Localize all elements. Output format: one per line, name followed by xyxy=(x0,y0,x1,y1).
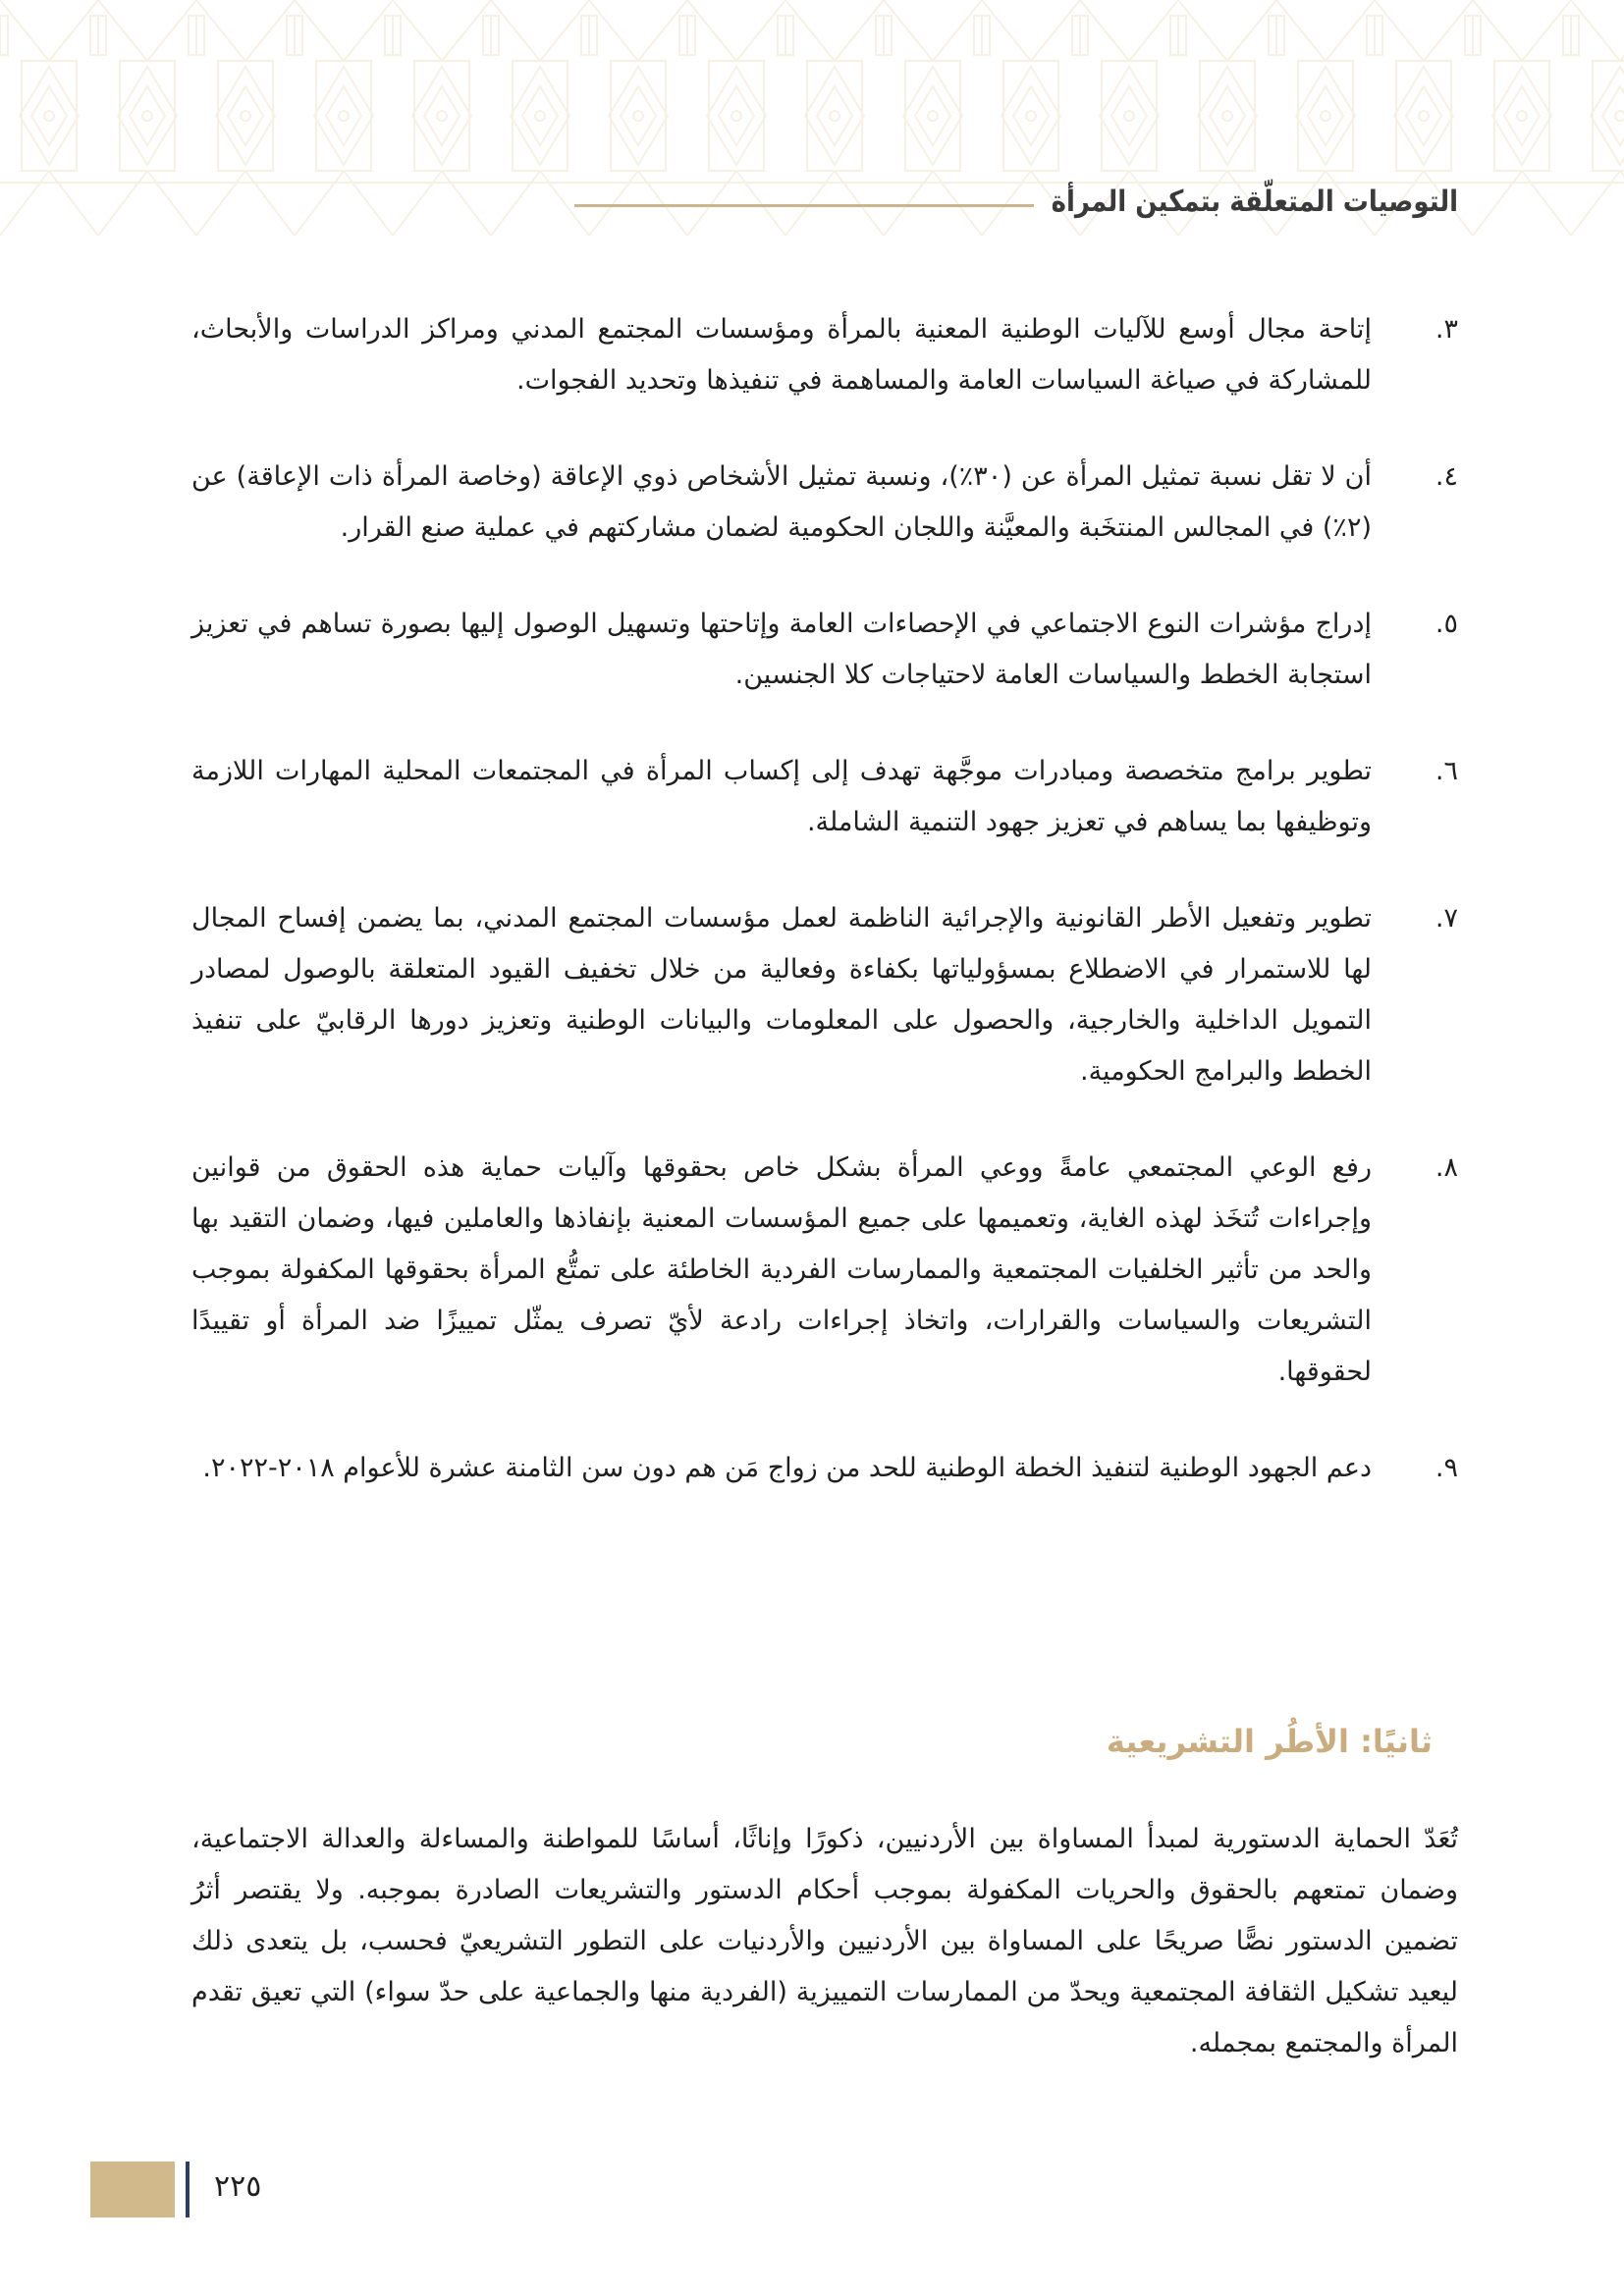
list-item xyxy=(191,893,1458,1097)
item-number: ٨. xyxy=(1435,1152,1458,1183)
item-text: إدراج مؤشرات النوع الاجتماعي في الإحصاءات العامة وإتاحتها وتسهيل الوصول إليها بصورة تساهم في تعزيز استجابة الخطط والسياسات العامة لاحتياجات كلا الجنسين. xyxy=(191,609,1372,690)
page-header xyxy=(574,175,1458,230)
item-number: ٩. xyxy=(1435,1453,1458,1483)
item-text: تطوير وتفعيل الأطر القانونية والإجرائية الناظمة لعمل مؤسسات المجتمع المدني، بما يضمن إفساح المجال لها للاستمرار في الاضطلاع بمسؤولياتها بكفاءة وفعالية من خلال تخفيف القيود المتعلقة بالوصول لمصادر التمويل الداخلية والخارجية، والحصول على المعلومات والبيانات الوطنية وتعزيز دورها الرقابيّ على تنفيذ الخطط والبرامج الحكومية. xyxy=(191,903,1372,1087)
list-item xyxy=(191,599,1458,701)
header-rule xyxy=(574,204,1034,207)
recommendations-list xyxy=(191,304,1458,1539)
list-item xyxy=(191,304,1458,406)
list-item xyxy=(191,1143,1458,1398)
item-number: ٦. xyxy=(1435,756,1458,786)
footer-divider xyxy=(186,2162,189,2217)
item-text: رفع الوعي المجتمعي عامةً ووعي المرأة بشكل خاص بحقوقها وآليات حماية هذه الحقوق من قوانين وإجراءات تُتخَذ لهذه الغاية، وتعميمها على جميع المؤسسات المعنية بإنفاذها والعاملين فيها، وضمان التقيد بها والحد من تأثير الخلفيات المجتمعية والممارسات الفردية الخاطئة على تمتُّع المرأة بحقوقها المكفولة بموجب التشريعات والسياسات والقرارات، واتخاذ إجراءات رادعة لأيّ تصرف يمثّل تمييزًا ضد المرأة أو تقييدًا لحقوقها. xyxy=(191,1152,1372,1387)
item-number: ٤. xyxy=(1435,461,1458,492)
list-item xyxy=(191,452,1458,554)
chapter-title: التوصيات المتعلّقة بتمكين المرأة xyxy=(1051,185,1458,220)
item-number: ٧. xyxy=(1435,903,1458,934)
item-text: إتاحة مجال أوسع للآليات الوطنية المعنية بالمرأة ومؤسسات المجتمع المدني ومراكز الدراسات والأبحاث، للمشاركة في صياغة السياسات العامة والمساهمة في تنفيذها وتحديد الفجوات. xyxy=(191,314,1372,396)
list-item xyxy=(191,746,1458,848)
item-text: تطوير برامج متخصصة ومبادرات موجَّهة تهدف إلى إكساب المرأة في المجتمعات المحلية المهارات اللازمة وتوظيفها بما يساهم في تعزيز جهود التنمية الشاملة. xyxy=(191,756,1372,837)
footer-color-block xyxy=(90,2162,175,2217)
item-number: ٣. xyxy=(1435,314,1458,345)
list-item xyxy=(191,1443,1458,1494)
item-text: دعم الجهود الوطنية لتنفيذ الخطة الوطنية للحد من زواج مَن هم دون سن الثامنة عشرة للأعوام ٢٠١٨-٢٠٢٢. xyxy=(202,1453,1372,1483)
page-number: ٢٢٥ xyxy=(214,2169,262,2204)
item-number: ٥. xyxy=(1435,609,1458,639)
section-heading: ثانيًا: الأطُر التشريعية xyxy=(1106,1723,1433,1760)
section-paragraph: تُعَدّ الحماية الدستورية لمبدأ المساواة بين الأردنيين، ذكورًا وإناثًا، أساسًا للمواطنة والمساءلة والعدالة الاجتماعية، وضمان تمتعهم بالحقوق والحريات المكفولة بموجب أحكام الدستور والتشريعات الصادرة بموجبه. ولا يقتصر أثرُ تضمين الدستور نصًّا صريحًا على المساواة بين الأردنيين والأردنيات على التطور التشريعيّ فحسب، بل يتعدى ذلك ليعيد تشكيل الثقافة المجتمعية ويحدّ من الممارسات التمييزية (الفردية منها والجماعية على حدّ سواء) التي تعيق تقدم المرأة والمجتمع بمجمله. xyxy=(191,1824,1458,2058)
item-text: أن لا تقل نسبة تمثيل المرأة عن (٣٠٪)، ونسبة تمثيل الأشخاص ذوي الإعاقة (وخاصة المرأة ذات الإعاقة) عن (٢٪) في المجالس المنتخَبة والمعيَّنة واللجان الحكومية لضمان مشاركتهم في عملية صنع القرار. xyxy=(191,461,1372,543)
